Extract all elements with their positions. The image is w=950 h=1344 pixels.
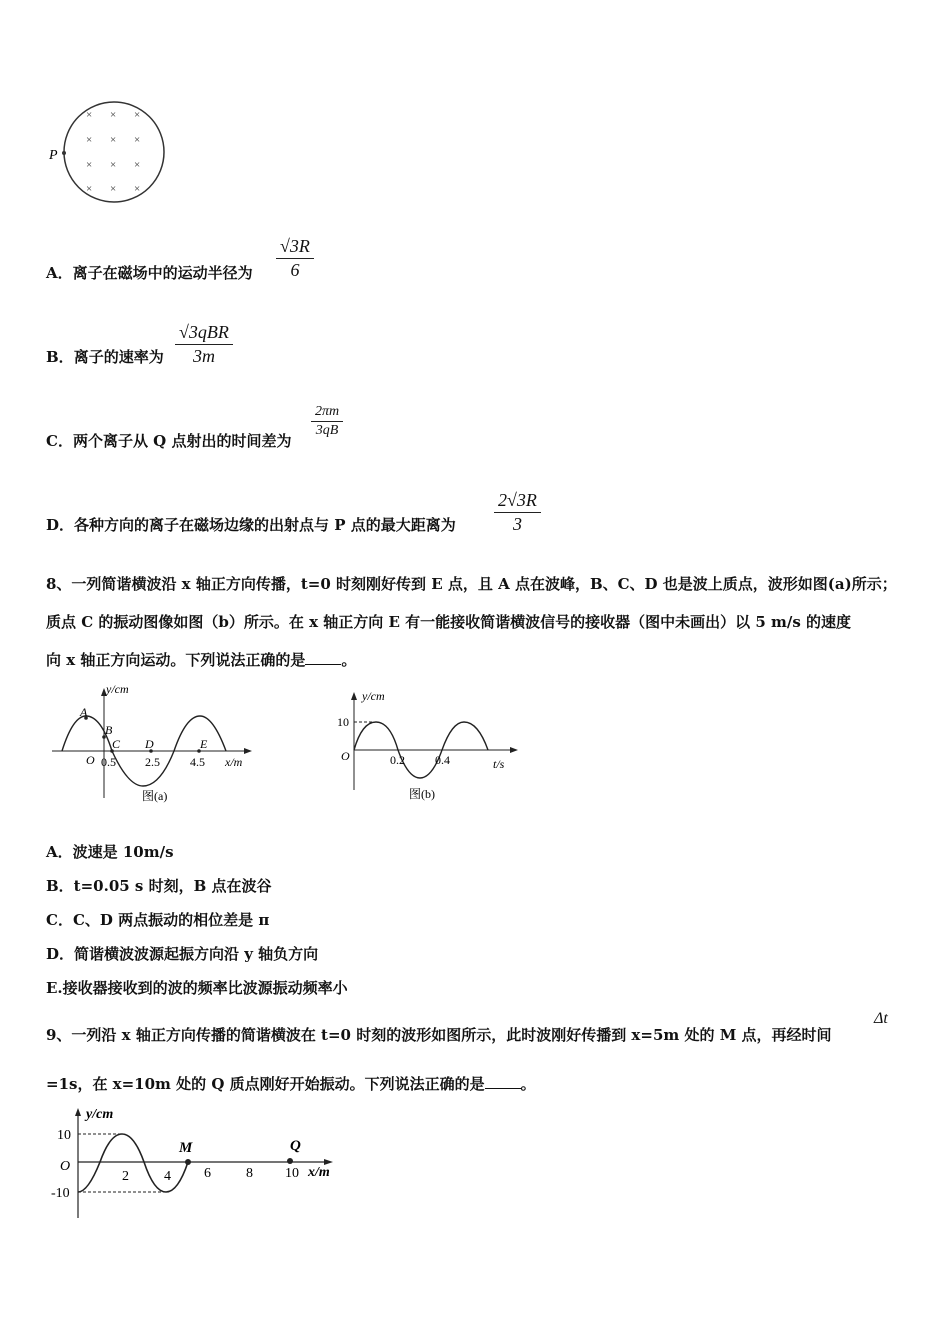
- option-7a: A．离子在磁场中的运动半径为: [46, 264, 253, 282]
- field-x-mark: ×: [134, 109, 141, 121]
- svg-text:y/cm: y/cm: [86, 1107, 114, 1122]
- field-x-mark: ×: [110, 159, 117, 171]
- answer-blank: [305, 652, 341, 665]
- field-x-mark: ×: [86, 159, 93, 171]
- svg-text:4: 4: [164, 1169, 171, 1184]
- point-q-label: Q: [290, 1138, 301, 1154]
- option-7d: D．各种方向的离子在磁场边缘的出射点与 P 点的最大距离为: [46, 516, 456, 534]
- option-7c-fraction: $\frac{2\pi m}{3qB}$: [311, 404, 343, 439]
- svg-text:0.2: 0.2: [390, 753, 405, 767]
- svg-text:y/cm: y/cm: [106, 682, 129, 696]
- svg-text:6: 6: [204, 1166, 211, 1181]
- svg-text:0.5: 0.5: [101, 755, 116, 769]
- svg-text:O: O: [341, 749, 350, 763]
- field-x-mark: ×: [110, 109, 117, 121]
- point-a-label: A: [80, 705, 88, 719]
- q8-stem-line3: 向 x 轴正方向运动。下列说法正确的是 。: [46, 651, 357, 669]
- q9-delta-t: Δt: [874, 1010, 888, 1027]
- svg-text:10: 10: [285, 1166, 299, 1181]
- point-p-label: P: [49, 148, 58, 163]
- option-8e: E.接收器接收到的波的频率比波源振动频率小: [46, 979, 348, 997]
- point-c-label: C: [112, 737, 121, 751]
- point-d-label: D: [145, 737, 154, 751]
- option-7a-fraction: $\frac{√3R}{6}$: [276, 236, 314, 281]
- point-b-label: B: [105, 723, 113, 737]
- svg-text:O: O: [60, 1159, 71, 1174]
- option-7c: C．两个离子从 Q 点射出的时间差为: [46, 432, 292, 450]
- field-x-mark: ×: [110, 183, 117, 195]
- svg-text:4.5: 4.5: [190, 755, 205, 769]
- q9-stem-line2: =1s，在 x=10m 处的 Q 质点刚好开始振动。下列说法正确的是 。: [46, 1075, 536, 1093]
- svg-text:8: 8: [246, 1166, 253, 1181]
- q8-stem-line2: 质点 C 的振动图像如图（b）所示。在 x 轴正方向 E 有一能接收简谐横波信号的接收器（图中未画出）以 5 m/s 的速度: [46, 613, 852, 631]
- svg-text:0.4: 0.4: [435, 753, 450, 767]
- option-7b-fraction: √3qBR 3m: [175, 322, 233, 367]
- svg-text:t/s: t/s: [493, 757, 505, 771]
- q9-stem-line1: 9、一列沿 x 轴正方向传播的简谐横波在 t=0 时刻的波形如图所示，此时波刚好传播到 x=5m 处的 M 点，再经时间: [46, 1026, 832, 1044]
- field-marks: [86, 109, 140, 195]
- field-x-mark: ×: [110, 134, 117, 146]
- option-7d-fraction: $\frac{2√3R}{3}$: [494, 490, 541, 535]
- option-8b: B．t=0.05 s 时刻，B 点在波谷: [46, 877, 272, 895]
- figure-a-caption: 图(a): [142, 789, 168, 803]
- svg-text:-10: -10: [51, 1186, 70, 1201]
- point-e-label: E: [200, 737, 208, 751]
- svg-text:10: 10: [337, 715, 349, 729]
- option-8d: D．简谐横波波源起振方向沿 y 轴负方向: [46, 945, 319, 963]
- svg-text:10: 10: [57, 1128, 71, 1143]
- field-x-mark: ×: [134, 159, 141, 171]
- svg-text:y/cm: y/cm: [362, 689, 385, 703]
- magnetic-field-figure: [44, 96, 174, 208]
- point-m-label: M: [179, 1140, 193, 1156]
- field-x-mark: ×: [86, 183, 93, 195]
- svg-text:x/m: x/m: [225, 755, 243, 769]
- q8-stem-line1: 8、一列简谐横波沿 x 轴正方向传播，t=0 时刻刚好传到 E 点，且 A 点在波峰，B、C、D 也是波上质点，波形如图(a)所示；: [46, 575, 897, 593]
- wave-figure-a: [48, 680, 258, 810]
- option-8a: A．波速是 10m/s: [46, 843, 174, 861]
- field-x-mark: ×: [86, 134, 93, 146]
- option-8c: C．C、D 两点振动的相位差是 π: [46, 911, 270, 929]
- field-x-mark: ×: [134, 134, 141, 146]
- field-x-mark: ×: [134, 183, 141, 195]
- field-x-mark: ×: [86, 109, 93, 121]
- wave-figure-b: [330, 686, 525, 811]
- svg-text:2: 2: [122, 1169, 129, 1184]
- svg-text:O: O: [86, 753, 95, 767]
- wave-figure-q9: [46, 1104, 346, 1222]
- option-7b: B．离子的速率为: [46, 348, 164, 366]
- svg-text:x/m: x/m: [308, 1165, 330, 1180]
- answer-blank: [485, 1076, 521, 1089]
- svg-text:2.5: 2.5: [145, 755, 160, 769]
- figure-b-caption: 图(b): [409, 787, 435, 801]
